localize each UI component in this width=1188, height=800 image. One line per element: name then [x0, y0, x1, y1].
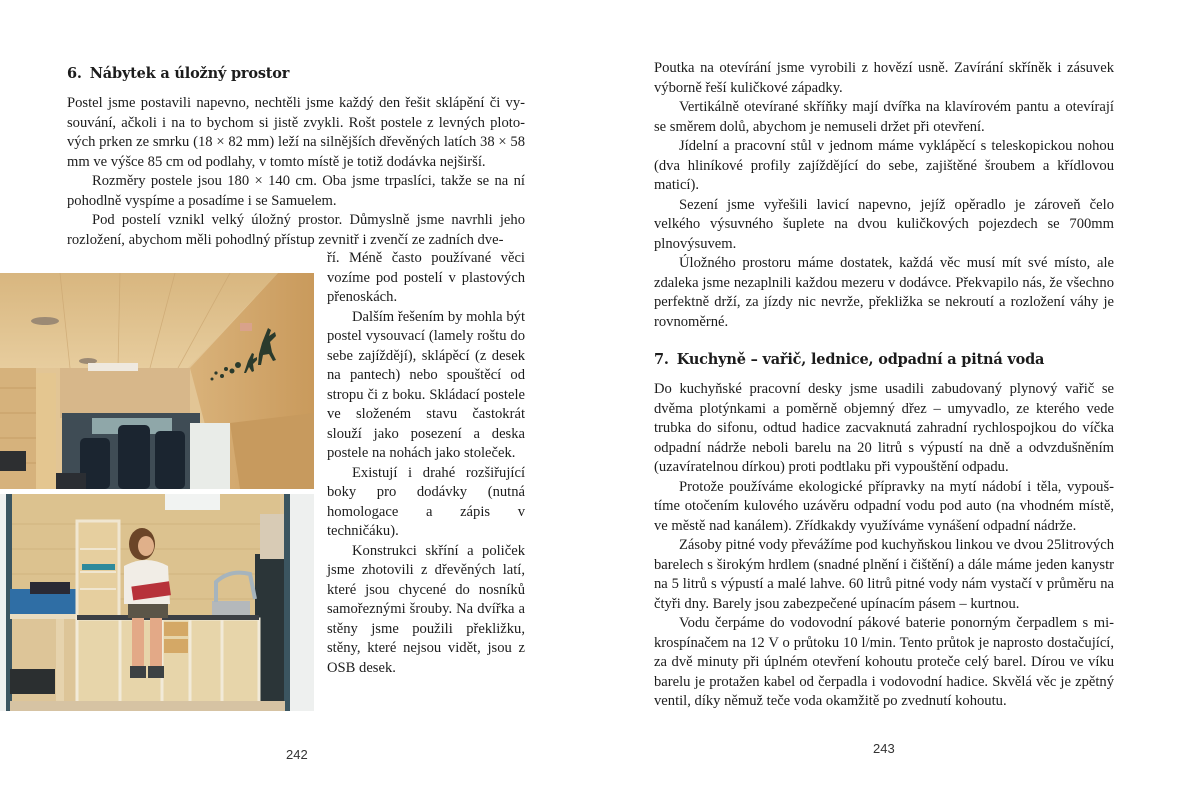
section-heading-7: [654, 350, 1044, 370]
photo-van-interior: [0, 273, 314, 489]
body-text-full-width: [67, 94, 525, 250]
paragraph: Úložného prostoru máme dostatek, každá věc musí mít své místo, ale zdaleka jsme nezaplnili každou mezeru v dodávce. Překvapilo nás, že všechno perfektně drží, za jízdy nic nevrže, překližka se nekroutí a rozložení váhy je rovnoměrné.: [654, 255, 1114, 330]
body-text-top: [654, 59, 1114, 332]
paragraph: Existují i drahé rozšiřující boky pro dodávky (nutná homologace a zápis v techničáku).: [327, 464, 525, 539]
paragraph: Protože používáme ekologické přípravky na mytí nádobí i těla, vypouštíme otočením kulového uzávěru odpadní vodu pod auto (na vhodném místě, ve městě nad kanálem). Zřídkakdy využíváme vynášení odpadní nádrže.: [654, 478, 1114, 534]
paragraph: Jídelní a pracovní stůl v jednom máme vyklápěcí s teleskopickou nohou (dva hliníkové profily zajíždějící do sebe, zajištěné šroubem a křídlovou maticí).: [654, 138, 1114, 193]
paragraph: Do kuchyňské pracovní desky jsme usadili zabudovaný plynový vařič se dvěma plotýnkami a poměrně objemný dřez – umyvadlo, ze kterého vede trubka do sifonu, odtud hadice zacvaknutá zahradní rychlospojkou do víčka odpadní nádrže neboli barelu na 20 litrů s výpustí na dně a odvzdušněním (uzavíratelnou dírkou) proti podtlaku při vypouštění odpadu.: [654, 381, 1114, 475]
page-number-left: 242: [286, 747, 308, 762]
section-title: Kuchyně – vařič, lednice, odpadní a pitná voda: [676, 351, 1045, 368]
paragraph: Dalším řešením by mohla být postel vysouvací (lamely roštu do sebe zajíždějí), sklápěcí (z desek na pantech) nebo spouštěcí od stropu či z boku. Skládací postele ve složeném stavu častokrát slouží jako posezení a deska postele na nohách jako stoleček.: [327, 308, 525, 461]
section-heading-6: [67, 64, 289, 84]
paragraph: Zásoby pitné vody převážíme pod kuchyňskou linkou ve dvou 25litrových barelech s širokým hrdlem (snadné plnění i čištění) a dále máme jeden kanystr na 5 litrů s výpustí a malé lahve. 60 litrů pitné vody nám vystačí v průměru na čtyři dny. Barely jsou zabezpečené upínacím pásem – kurtnou.: [654, 537, 1114, 612]
right-page: [594, 0, 1188, 800]
paragraph: Rozměry postele jsou 180 × 140 cm. Oba jsme trpaslíci, takže se na ní pohodlně vyspíme a posadíme i se Samuelem.: [67, 173, 525, 209]
paragraph-continuation: ří. Méně často používané věci vozíme pod postelí v plastových přenoskách.: [327, 250, 525, 305]
body-text-bottom: [654, 380, 1114, 712]
paragraph: Sezení jsme vyřešili lavicí napevno, jejíž opěradlo je zároveň čelo velkého výsuvného šuplete na dvou kuličkových pojezdech se 700mm plnovýsuvem.: [654, 196, 1114, 252]
paragraph: Vertikálně otevírané skříňky mají dvířka na klavírovém pantu a otevírají se směrem dolů, abychom je nemuseli držet při otevření.: [654, 99, 1114, 135]
photo-person-on-cabinet: [0, 494, 314, 711]
section-title: Nábytek a úložný prostor: [89, 65, 290, 82]
paragraph: Pod postelí vznikl velký úložný prostor. Důmyslně jsme navrhli jeho rozložení, abychom měli pohodlný přístup zevnitř i zvenčí ze zadních dve-: [67, 212, 525, 248]
paragraph: Postel jsme postavili napevno, nechtěli jsme každý den řešit sklápění či vysouvání, ačkoli i na to bychom si jistě zvykli. Rošt postele z levných plotových prken ze smrku (18 × 82 mm) leží na silnějších dřevěných latích 38 × 58 mm ve výšce 85 cm od podlahy, v tomto místě je totiž dodávka nejširší.: [67, 95, 525, 170]
section-number: 7.: [654, 351, 669, 368]
section-number: 6.: [67, 65, 82, 82]
paragraph: Konstrukci skříní a poliček jsme zhotovili z dřevěných latí, které jsou chycené do nosníků samořeznými šrouby. Na dvířka a stěny jsme použili překližku, stěny, které nejsou vidět, jsou z OSB desek.: [327, 542, 525, 676]
page-number-right: 243: [873, 741, 895, 756]
body-text-narrow-column: [327, 249, 525, 678]
paragraph: Vodu čerpáme do vodovodní pákové baterie ponorným čerpadlem s mikrospínačem na 12 V o průtoku 10 l/min. Tento průtok je naprosto dostačující, za dvě minuty při úplném otevření kohoutu proteče celý barel. Dírou ve víku barelu je protažen kabel od čerpadla i vodovodní hadice. Skvělá věc je zpětný ventil, díky němuž teče voda okamžitě po zvednutí kohoutu.: [654, 615, 1114, 709]
paragraph: Poutka na otevírání jsme vyrobili z hovězí usně. Zavírání skříněk i zásuvek výborně řeší kuličkové západky.: [654, 60, 1114, 96]
